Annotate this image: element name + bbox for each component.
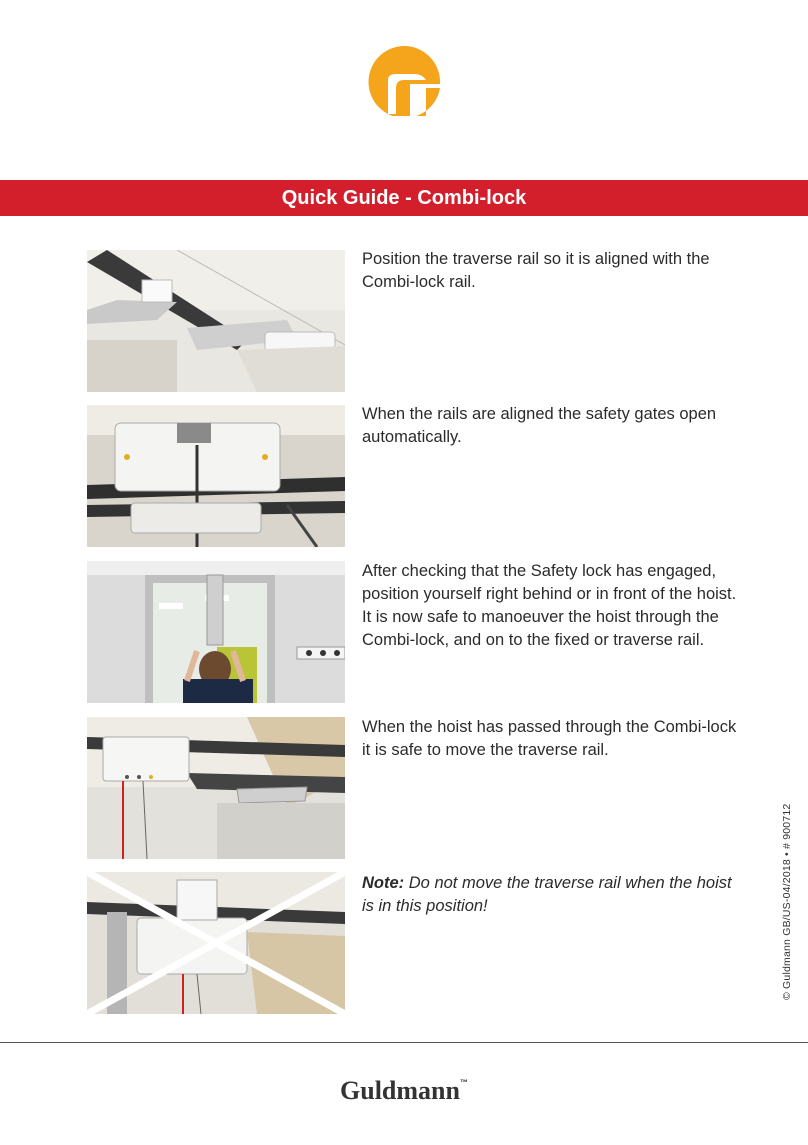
step-2-photo xyxy=(87,405,345,547)
brand-name: Guldmann xyxy=(340,1076,460,1105)
title-banner xyxy=(0,180,808,216)
note-text: Do not move the traverse rail when the hoist is in this position! xyxy=(362,874,732,915)
step-4-photo xyxy=(87,717,345,859)
footer-brand xyxy=(0,1076,808,1106)
trademark-mark: ™ xyxy=(459,1078,468,1087)
page-title: Quick Guide - Combi-lock xyxy=(281,186,527,209)
step-3-photo xyxy=(87,561,345,703)
step-4-text: When the hoist has passed through the Combi-lock it is safe to move the traverse rail. xyxy=(362,718,737,759)
step-3-text: After checking that the Safety lock has engaged, position yourself right behind or in front of the hoist. It is now safe to manoeuver the hoist through the Combi-lock, and on to the fixed or traverse rail. xyxy=(362,562,737,649)
guldmann-logo-icon xyxy=(366,44,444,116)
step-1-text: Position the traverse rail so it is aligned with the Combi-lock rail. xyxy=(362,250,710,291)
note-label: Note: xyxy=(362,874,405,892)
copyright-side-text: © Guldmann GB/US-04/2018 • # 900712 xyxy=(781,803,793,1000)
step-1-photo xyxy=(87,250,345,392)
step-5-photo xyxy=(87,872,345,1014)
step-2-text: When the rails are aligned the safety gates open automatically. xyxy=(362,405,717,446)
footer-divider xyxy=(0,1042,808,1043)
step-5-note xyxy=(362,872,742,918)
